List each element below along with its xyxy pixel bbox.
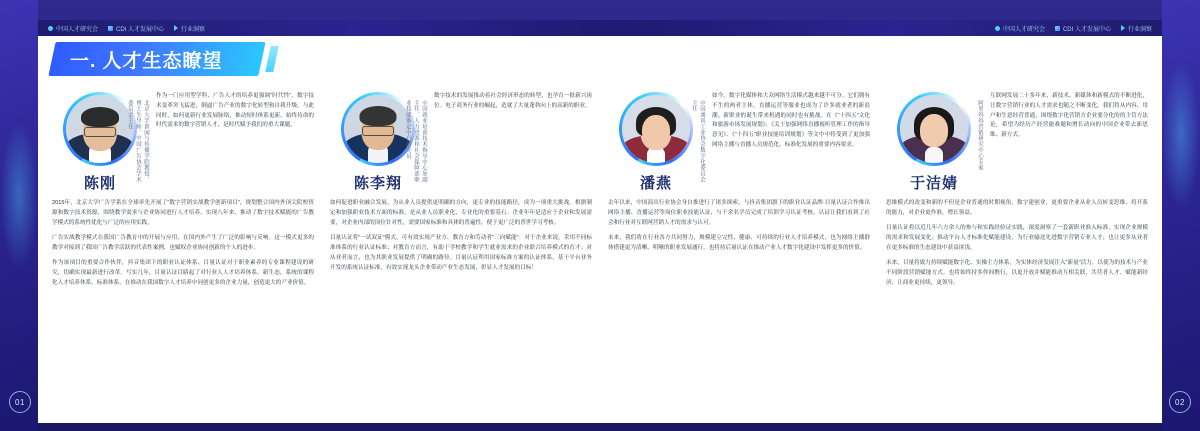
body-paragraph-4-1: 思维模式的改变和新的不但是企业普通的时期视角，数字建创业，更重要企业从业人员转变思维、将开系的能力，对企业更作准，增长领益。 — [886, 200, 1148, 216]
page-number-right: 02 — [1169, 391, 1191, 413]
body-paragraph-1-3: 作为该项目的重要合作伙伴，抖音集团下的职业认证体系、目量认证对于职业素养的专业课程建设的研究，切确实现最新进行改革。写实几年，目量认证目睹起了对行业人人才培养体系、新生态，系统的课程化人才培养体系，标准体系，在推动在我国数字人才培养中同创更多的企业力量，创造更大的产业价值。 — [52, 259, 314, 286]
column-2-top — [330, 92, 592, 193]
portrait-block-4 — [886, 92, 982, 193]
column-4-intro — [990, 92, 1148, 193]
column-3-top — [608, 92, 870, 193]
person-title-3: 中国通讯工业协会数字化委员会主任 — [690, 100, 705, 183]
strip-item-cdi — [108, 24, 164, 33]
intro-paragraph-1: 作为一门应用型学科，广告人才的培养更强调“时代性”。数字技术变革突飞猛进，倒逼广告产业的数字化转型和自我升级。与此同时，如何更新行业发展脉络，推动短时休系更新，始终待命的时代需求的数字营销人才，是时代赋予我们的重大课题。 — [156, 93, 314, 129]
heading-text: 一. 人才生态瞭望 — [70, 50, 223, 72]
article-column-2 — [330, 92, 592, 409]
article-column-1 — [52, 92, 314, 409]
column-3-body — [608, 199, 870, 254]
intro-paragraph-3: 如今，数字化媒体和大众网络生活模式越来越不可分。它们拥有不生的两者主体，直播运营等服业也成为了许多就业者的新浪潮。新职业的诞生带来机遇的同时也有挑战。在《“十四五”文化和旅游市场发展规划》、《关于加强网络直播视听管理工作的指导意见》、《“十四五”职业技能培训规划》等文中中将受到了更加强网络主播与直播人员规范化、标准化发展的重要内容要求。 — [712, 93, 870, 148]
body-paragraph-3-2: 未来，我们将在行业各方共同努力，规模建立完性、健康、可持续的行业人才培养模式，也为网络主播群体搭建更为清晰、明晰的职业发展通行，也将持后量认证在推动产业人才数字化建设中发挥更多的价值。 — [608, 234, 870, 251]
strip-item-insight — [174, 24, 205, 33]
article-column-3 — [608, 92, 870, 409]
column-1-intro — [156, 92, 314, 193]
strip-label-org: 中国人才研究会 — [56, 26, 99, 33]
diamond-icon — [48, 26, 53, 31]
article-columns — [52, 92, 1148, 409]
body-paragraph-4-2: 目量认证将以近几年六方余人的参与和实践经验证实践，深度洞察了一套新职业准入标准，实现企业规模的需求和发展变化；推动平台人才标准化赋能建设，为行业输送先进数字营销专业人才；也让更多从业者在更多标准的生态建设中获益匪浅。 — [886, 224, 1148, 251]
strip-label-insight-right: 行业洞察 — [1127, 26, 1152, 33]
square-icon — [1055, 26, 1060, 31]
column-4-top — [886, 92, 1148, 193]
body-paragraph-2-1: 如何促进职业融合发展，为从业人员提供更明确的方向，更专业的技能路径，成为一项重大挑战。根据制定和加强职业技术方面的标准，是从业人员职业化、专业化的重要基石。企业年年是适应于企业和发展需要，对企业内部的岗位针对性，需要国家标准和具体的普遍性，便于更广泛的普世学习考核。 — [330, 200, 592, 226]
strip-item-org — [48, 24, 98, 33]
portrait-ring-4 — [897, 92, 971, 166]
portrait-holder-1 — [52, 92, 148, 193]
person-name-3: 潘燕 — [639, 175, 672, 192]
column-2-intro — [434, 92, 592, 193]
intro-paragraph-4: 互联网发展二十多年来，新技术、新媒体和新模式的不断进化，让数字营销行业的人才需求也随之不断变化。我们将从内容、用户和生意经营普通，围绕数字化营销方企业要分化的的主管方法论，希望为经历产经营能难题和增长动向的中国企业带去新思维、新方式。 — [990, 93, 1148, 139]
strip-left-group — [48, 24, 205, 33]
section-heading — [52, 42, 262, 76]
strip-label-cdi: CDI 人才发展中心 — [116, 26, 165, 33]
right-gutter — [1162, 0, 1200, 431]
portrait-holder-4 — [886, 92, 982, 193]
column-1-body — [52, 199, 314, 289]
intro-paragraph-2: 数字技术的发展推动着社会经济形态的转型，也孕育一批新兴岗位。电子商务行业的崛起，造就了大量蓬勃向上的高新的职业。 — [434, 93, 592, 109]
triangle-icon — [1121, 25, 1125, 31]
article-column-4 — [886, 92, 1148, 409]
strip-item-insight-right — [1121, 24, 1152, 33]
column-4-body — [886, 199, 1148, 289]
body-paragraph-1-1: 2015年，北京大学广告学系在全球率先开展了“数字营销实战教学创新项目”，规划整合国内外顶尖院校资源和数字技术资源，围绕教学需求与企业协同进行人才培养。实现八年来，推动了数字技术赋能的广告教学模式的系统性优化与广泛的应用实践。 — [52, 200, 314, 226]
column-1-top — [52, 92, 314, 193]
strip-item-org-right — [995, 24, 1045, 33]
avatar — [66, 95, 134, 163]
avatar — [900, 95, 968, 163]
strip-label-insight: 行业洞察 — [181, 26, 206, 33]
portrait-holder-3 — [608, 92, 704, 193]
portrait-holder-2 — [330, 92, 426, 193]
diamond-icon — [995, 26, 1000, 31]
body-paragraph-1-2: 广告实战教学模式在我国广告教育中的开展与应用，在国内外产生了广泛的影响与反响。这一模式更多的教学对接到了我国广告教学活跃的代表性案例，也赋权企业协同创新的个人的进步。 — [52, 234, 314, 251]
right-gutter-glow — [1162, 60, 1200, 210]
person-title-2: 中国就业培训技术指导中心原副主任、人力资源和社会保障部职业技能鉴定中心研究员 — [404, 100, 427, 183]
top-brand-strip — [38, 20, 1162, 36]
triangle-icon — [174, 25, 178, 31]
person-name-4: 于洁婧 — [909, 175, 958, 192]
person-name-2: 陈李翔 — [353, 175, 402, 192]
column-3-intro — [712, 92, 870, 193]
page-number-left: 01 — [9, 391, 31, 413]
person-title-1: 北京大学新闻与传播学院教授、博士生导师、中国广告协会学术委员会主任 — [126, 100, 149, 183]
person-name-1: 陈刚 — [83, 175, 116, 192]
portrait-ring-3 — [619, 92, 693, 166]
strip-item-cdi-right — [1055, 24, 1111, 33]
left-gutter — [0, 0, 38, 431]
strip-label-org-right: 中国人才研究会 — [1002, 26, 1045, 33]
body-paragraph-2-2: 目量认证将“一试双证”模式，可有效实现产业方、教育方和劳动者“三向赋能”：对于企业来说，采用不同标准体系的行业认证标准；对教育方而言，有助于学校教学和学生就业需求的企业联合培养模式的育才；对从业者而言，也为其职业发展提供了明确的路径。目量认证利用国家标准方案的认证体系，基于平台业务开发的系统认证标准，有效实现龙头企业带动产业生态发展，彰显人才发展的目标！ — [330, 234, 592, 271]
strip-right-group — [995, 24, 1152, 33]
avatar — [344, 95, 412, 163]
content-sheet — [38, 20, 1162, 423]
left-gutter-glow — [0, 120, 38, 270]
person-title-4: 阿里妈妈营销研究中心专家 — [977, 100, 983, 171]
strip-label-cdi-right: CDI 人才发展中心 — [1062, 26, 1111, 33]
body-paragraph-3-1: 去年以来，中国演出行业协会身自推进行了诸多探索，与抖音集团旗下的职业认证品牌·目量认证合作推出网络主播、直播运营等岗位职业技能认证，与千余名学员完成了培训学习认证考核，认证让我们看到了社会和行业对互联网营销人才的需求与认可。 — [608, 200, 870, 226]
avatar — [622, 95, 690, 163]
body-paragraph-4-3: 未来，目量将致力持续赋能数字化、实操主力体系，为实体经济发展注入“新量”活力，以使为的技术与产业不同阶段营销赋能方式。也将始终持多你间携行，以更开放并赋能推动互相关联，共营者人才、赋能新经济、让商业更持续，更领导。 — [886, 259, 1148, 286]
column-2-body — [330, 199, 592, 274]
square-icon — [108, 26, 113, 31]
